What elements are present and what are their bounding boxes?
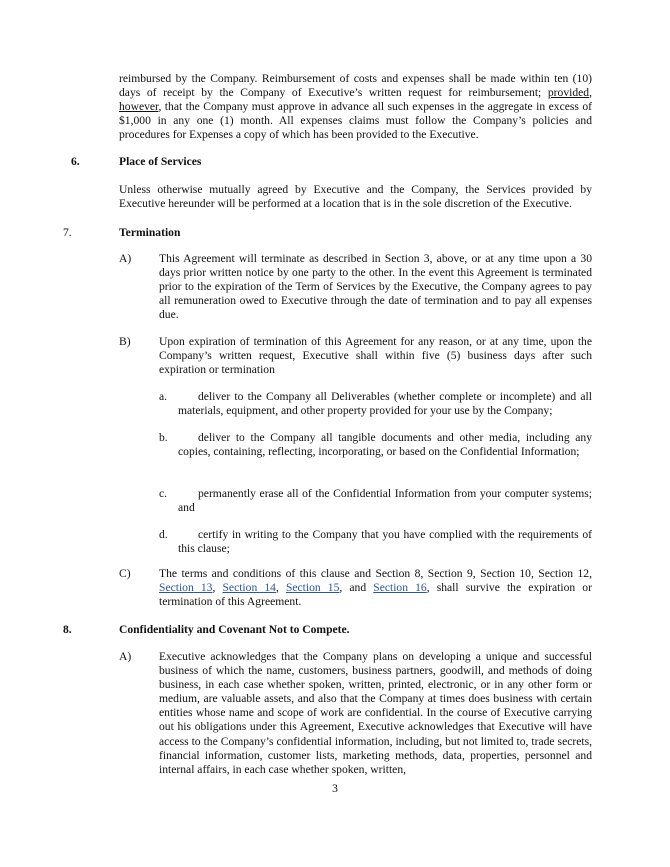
section-14-link[interactable]: Section 14 (222, 581, 276, 595)
item-d-text: certify in writing to the Company that you have complied with the requirements of this clause; (178, 528, 592, 556)
section-8-number: 8. (63, 623, 72, 636)
section-6-title: Place of Services (119, 155, 202, 168)
section-6-body: Unless otherwise mutually agreed by Executive and the Company, the Services provided by Executive hereunder will be performed at a location that is in the sole discretion of the Executive. (119, 183, 592, 211)
item-c-text: permanently erase all of the Confidential Information from your computer systems; and (178, 487, 592, 515)
page-number: 3 (332, 782, 338, 795)
section-7b-label: B) (119, 335, 131, 348)
section-7a-text: This Agreement will terminate as described in Section 3, above, or at any time upon a 30 days prior written notice by one party to the other. In the event this Agreement is terminated prior to the expiration of the Term of Services by the Executive, the Company agrees to pay all remuneration owed to Executive through the date of termination and to pay all expenses due. (159, 252, 592, 322)
section-7-number: 7. (63, 226, 72, 239)
section-16-link[interactable]: Section 16 (373, 581, 427, 595)
section-7a-label: A) (119, 252, 132, 265)
section-7c-label: C) (119, 567, 131, 580)
however-term: however (119, 100, 159, 114)
section-7b-text: Upon expiration of termination of this Agreement for any reason, or at any time, upon the Company’s written request, Executive shall within five (5) business days after such expiration or termination (159, 335, 592, 377)
section-7-title: Termination (119, 226, 181, 239)
provided-term: provided (547, 86, 590, 100)
section-8-title: Confidentiality and Covenant Not to Compete. (119, 623, 350, 636)
item-b-label: b. (159, 431, 168, 444)
item-b-text: deliver to the Company all tangible documents and other media, including any copies, containing, reflecting, incorporating, or based on the Confidential Information; (178, 431, 592, 459)
item-a-text: deliver to the Company all Deliverables (whether complete or incomplete) and all materials, equipment, and other property provided for your use by the Company; (178, 390, 592, 418)
intro-paragraph: reimbursed by the Company. Reimbursement of costs and expenses shall be made within ten (10) days of receipt by the Company of Executive’s written request for reimbursement; provided, however, that the Company must approve in advance all such expenses in the aggregate in excess of $1,000 in any one (1) month. All expenses claims must follow the Company’s policies and procedures for Expenses a copy of which has been provided to the Executive. (119, 72, 592, 142)
item-d-label: d. (159, 528, 168, 541)
section-8a-text: Executive acknowledges that the Company plans on developing a unique and successful business of which the name, customers, business partners, goodwill, and methods of doing business, in each case whether spoken, written, printed, electronic, or in any other form or medium, are valuable assets, and also that the Company at times does business with certain entities whose name and scope of work are confidential. In the course of Executive carrying out his obligations under this Agreement, Executive acknowledges that Executive will have access to the Company’s confidential information, including, but not limited to, trade secrets, financial information, customer lists, marketing methods, data, properties, personnel and internal affairs, in each case whether spoken, written, (159, 650, 592, 776)
section-6-number: 6. (71, 155, 80, 168)
section-8a-label: A) (119, 650, 132, 663)
section-15-link[interactable]: Section 15 (285, 581, 340, 595)
item-c-label: c. (159, 487, 168, 500)
item-a-label: a. (159, 390, 168, 403)
section-7c-text: The terms and conditions of this clause and Section 8, Section 9, Section 10, Section 12, Section 13, Section 14, Section 15, and Section 16, shall survive the expiration or termination of this Agreement. (159, 567, 592, 609)
section-13-link[interactable]: Section 13 (159, 581, 213, 595)
